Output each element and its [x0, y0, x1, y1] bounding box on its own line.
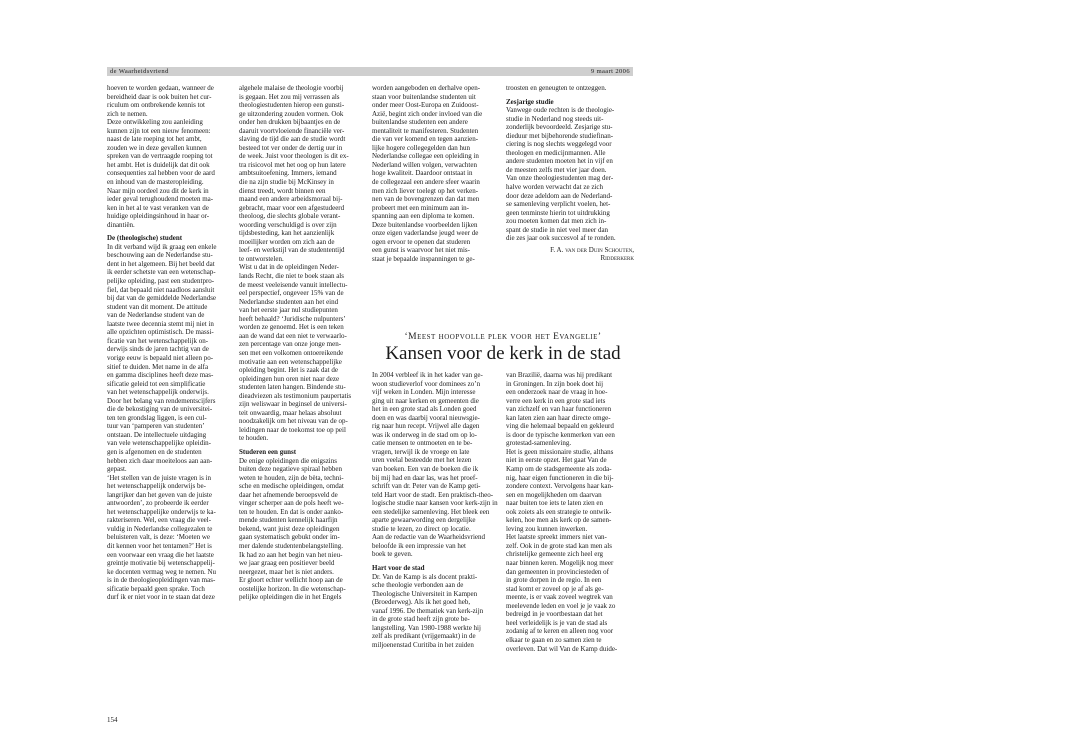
text-line: andere studenten moeten het in vijf en — [506, 157, 613, 166]
text-line: noodzakelijk om het niveau van de op- — [239, 417, 348, 426]
text-line: zonderlijk bevoordeeld. Zesjarige stu- — [506, 123, 613, 132]
text-line: neergezet, maar het is niet anders. — [239, 567, 334, 576]
text-line: een voorwaar een vraag die het laatste — [107, 550, 214, 559]
text-line: te ontworstelen. — [239, 254, 284, 263]
text-line: en inhoud van de masteropleiding. — [107, 178, 204, 187]
author-signature: F. A. van der Duin Schouten, — [550, 245, 634, 254]
text-line: van boeken. Een van de boeken die ik — [372, 465, 479, 474]
text-line: meente, is er vaak zoveel wegtrek van — [506, 593, 613, 602]
text-line: ‘Het stellen van de juiste vragen is in — [107, 473, 211, 482]
section-heading: Studeren een gunst — [239, 447, 297, 456]
text-line: aparte gewaarwording een dergelijke — [372, 516, 476, 525]
text-line: niet in eerste opzet. Het gaat Van de — [506, 456, 607, 465]
text-line: studie in Nederland nog steeds uit- — [506, 114, 604, 123]
text-line: dinantiën. — [107, 220, 135, 229]
text-line: nig, haar eigen functioneren in die bij- — [506, 473, 614, 482]
text-line: gen is afgenomen en de studenten — [107, 447, 202, 456]
text-line: opleiding begint. Het is zaak dat de — [239, 366, 338, 375]
text-line: ik eerder schetste van een wetenschap- — [107, 268, 216, 277]
text-line: ciering is nog slechts weggelegd voor — [506, 140, 612, 149]
text-line: catie mensen te ontmoeten en te be- — [372, 439, 473, 448]
text-line: dan gemeenten in provinciesteden of — [506, 567, 610, 576]
text-line: van zichzelf en van haar functioneren — [506, 405, 612, 414]
author-signature: Ridderkerk — [600, 254, 634, 263]
text-line: beschouwing aan de Nederlandse stu- — [107, 251, 213, 260]
text-line: langrijker dan het geven van de juiste — [107, 490, 212, 499]
text-line: Dr. Van de Kamp is als docent prakti- — [372, 572, 478, 581]
text-line: zich te nemen. — [107, 109, 148, 118]
text-line: ken in het al te vast veranken van de — [107, 203, 209, 212]
text-line: dent in het algemeen. Bij het beeld dat — [107, 259, 215, 268]
text-line: christelijke gemeente zich heel erg — [506, 550, 604, 559]
text-line: onze eigen vaderlandse jeugd weer de — [372, 229, 479, 238]
text-line: we jaar graag een positiever beeld — [239, 559, 335, 568]
column-5 — [372, 371, 500, 650]
text-line: student van dit moment. De attitude — [107, 302, 208, 311]
text-line: is in de theologieopleidingen van mas- — [107, 576, 216, 585]
text-line: die de bekostiging van de universitei- — [107, 405, 213, 414]
text-line: miljoenenstad Curitiba in het zuiden — [372, 640, 474, 649]
text-line: probeert met een minimum aan in- — [372, 203, 469, 212]
text-line: slaving de tijd die aan de studie wordt — [239, 135, 346, 144]
text-line: is door de typische kenmerken van een — [506, 430, 615, 439]
text-line: onder hen drukken bijbaantjes en de — [239, 118, 341, 127]
text-line: antwoorden’, zo probeerde ik eerder — [107, 499, 209, 508]
text-line: sen en mogelijkheden om daarvan — [506, 490, 602, 499]
text-line: in Groningen. In zijn boek doet hij — [506, 379, 604, 388]
text-line: zen percentage van onze jonge men- — [239, 340, 342, 349]
text-line: is gegaan. Het zou mij verrassen als — [239, 92, 340, 101]
text-line: alle opzichten optimistisch. De massi- — [107, 328, 214, 337]
text-line: die zes jaar ook succesvol af te ronden. — [506, 234, 616, 243]
text-line: leidingen naar de toekomst toe op peil — [239, 425, 346, 434]
text-line: mer dalende studentenbelangstelling. — [239, 541, 343, 550]
text-line: heel verleidelijk is je van de stad als — [506, 618, 608, 627]
text-line: ging uit naar kerken en gemeenten die — [372, 396, 479, 405]
text-line: consequenties zal hebben voor de aard — [107, 169, 215, 178]
text-line: staat je bepaalde inspanningen te ge- — [372, 254, 475, 263]
text-line: ten te houden. En dat is onder aanko- — [239, 507, 344, 516]
text-line: leef- en werkstijl van de studententijd — [239, 246, 345, 255]
text-line: een onderzoek naar de vraag in hoe- — [506, 388, 608, 397]
text-line: vinger scherper aan de pols heeft we- — [239, 499, 344, 508]
text-line: huidige opleidingsinhoud in haar or- — [107, 212, 210, 221]
text-line: vanaf 1996. De thematiek van kerk-zijn — [372, 606, 484, 615]
text-line: beluisteren valt, is deze: ‘Moeten we — [107, 533, 211, 542]
text-line: rakteriseren. Wel, een vraag die veel- — [107, 516, 212, 525]
text-line: en gamma disciplines heeft deze mas- — [107, 371, 214, 380]
text-line: Kamp om de stadsgemeente als zoda- — [506, 465, 612, 474]
text-line: zou moeten komen dat men zich in- — [506, 217, 607, 226]
text-line: tra risicovol met het oog op hun latere — [239, 160, 346, 169]
text-line: Het is geen missionaire studie, althans — [506, 447, 614, 456]
text-line: woording verschuldigd is over zijn — [239, 220, 337, 229]
text-line: Nederland willen volgen, verwachten — [372, 160, 477, 169]
text-line: heeft behaald? ‘Juridische nulpunters’ — [239, 314, 346, 323]
text-line: pelijke opleidingen die in het Engels — [239, 593, 342, 602]
text-line: schrift van dr. Peter van de Kamp geti- — [372, 482, 481, 491]
text-line: Door het belang van rendementscijfers — [107, 396, 216, 405]
text-line: aan de wand dat een niet te verwaarlo- — [239, 331, 347, 340]
text-line: beloofde ik een impressie van het — [372, 541, 466, 550]
text-line: naar buiten toe iets te laten zien en — [506, 499, 603, 508]
text-line: die na zijn studie bij McKinsey in — [239, 178, 334, 187]
text-line: geen tenminste hierin tot uitdrukking — [506, 208, 610, 217]
text-line: meelevende leden en voel je je vaak zo — [506, 601, 616, 610]
text-line: (Broederweg). Als ik het goed heb, — [372, 598, 471, 607]
text-line: ogen ervoor te openen dat studeren — [372, 237, 471, 246]
text-line: greintje motivatie bij wetenschappelij- — [107, 559, 215, 568]
text-line: zondere context. Vervolgens haar kan- — [506, 482, 614, 491]
text-line: gepast. — [107, 465, 127, 474]
section-heading: De (theologische) student — [107, 234, 183, 243]
text-line: Wist u dat in de opleidingen Neder- — [239, 263, 339, 272]
text-line: kelen, hoe men als kerk op de samen- — [506, 516, 612, 525]
text-line: teld Hart voor de stadt. Een praktisch-theo- — [372, 490, 494, 499]
text-line: dit kennen voor het tentamen?’ Het is — [107, 541, 212, 550]
text-line: bedreigd in je voortbestaan dat het — [506, 610, 603, 619]
text-line: buitenlandse studenten een andere — [372, 118, 468, 127]
text-line: ontstaan. De intellectuele uitdaging — [107, 430, 207, 439]
column-3 — [372, 84, 500, 263]
text-line: ge uitzondering zouden vormen. Ook — [239, 109, 344, 118]
publication-name: de Waarheidsvriend — [110, 68, 169, 75]
text-line: logische studie naar kansen voor kerk-zijn in — [372, 499, 498, 508]
section-heading: Hart voor de stad — [372, 564, 425, 573]
text-line: sche theologie verbonden aan de — [372, 581, 464, 590]
text-line: spreken van de vertraagde roeping tot — [107, 152, 213, 161]
text-line: Het laatste spreekt immers niet van- — [506, 533, 607, 542]
text-line: leving zou kunnen inwerken. — [506, 524, 588, 533]
text-line: dienst treedt, wordt binnen een — [239, 186, 326, 195]
column-1 — [107, 84, 233, 602]
text-line: Azië, begint zich onder invloed van die — [372, 109, 483, 118]
text-line: nen van de bovengrenzen dan dat men — [372, 195, 480, 204]
text-line: naar binnen keren. Mogelijk nog meer — [506, 559, 614, 568]
article-headline: Kansen voor de kerk in de stad — [385, 343, 621, 364]
text-line: lands Recht, die niet te boek staan als — [239, 272, 344, 281]
text-line: het wetenschappelijk onderwijs be- — [107, 482, 206, 491]
text-line: theoloog, die slechts globale verant- — [239, 212, 341, 221]
text-line: een gunst is waarvoor het niet mis- — [372, 246, 470, 255]
text-line: die van ver komend en tegen aanzien- — [372, 135, 479, 144]
text-line: oostelijke horizon. In die wetenschap- — [239, 584, 346, 593]
text-line: was ik onderweg in de stad om op lo- — [372, 430, 477, 439]
text-line: Nederlandse studenten aan het eind — [239, 297, 339, 306]
running-header — [107, 67, 633, 76]
text-line: kan laten zien aan haar directe omge- — [506, 413, 611, 422]
text-line: rig naar hun recept. Vrijwel alle dagen — [372, 422, 480, 431]
text-line: worden ze genoemd. Het is een teken — [239, 323, 344, 332]
text-line: besteed tot ver onder de dertig uur in — [239, 143, 343, 152]
article-kicker: ‘Meest hoopvolle plek voor het Evangelie’ — [404, 332, 602, 342]
text-line: opleidingen hun oren niet naar deze — [239, 374, 340, 383]
text-line: naast de late roeping tot het ambt, — [107, 135, 202, 144]
text-line: de meest veeleisende vanuit intellectu- — [239, 280, 348, 289]
text-line: motivatie aan een wetenschappelijke — [239, 357, 342, 366]
text-line: eel perspectief, ongeveer 15% van de — [239, 289, 344, 298]
text-line: theologen en medicijnmannen. Alle — [506, 148, 606, 157]
text-line: teit onwaardig, maar helaas absoluut — [239, 408, 342, 417]
text-line: door deze adeldom aan de Nederland- — [506, 191, 613, 200]
text-line: Deze ontwikkeling zou aanleiding — [107, 118, 203, 127]
text-line: te houden. — [239, 434, 269, 443]
text-line: hebben zich daar moeiteloos aan aan- — [107, 456, 213, 465]
text-line: studie te lezen, zo direct op locatie. — [372, 524, 471, 533]
text-line: verre een kerk in een grote stad iets — [506, 396, 606, 405]
text-line: pelijke opleiding, past een studentpro- — [107, 277, 215, 286]
text-line: In dit verband wijd ik graag een enkele — [107, 242, 217, 251]
text-line: derwijs sinds de jaren tachtig van de — [107, 345, 209, 354]
text-line: bereidheid daar is ook buiten het cur- — [107, 92, 212, 101]
text-line: mentaliteit te manifesteren. Studenten — [372, 126, 479, 135]
text-line: Aan de redactie van de Waarheidsvriend — [372, 533, 486, 542]
text-line: dieduur met bijbehorende studiefinan- — [506, 131, 614, 140]
text-line: worden aangeboden en derhalve open- — [372, 84, 481, 92]
text-line: vijf weken in Londen. Mijn interesse — [372, 388, 476, 397]
text-line: lijke hogere collegegelden dan hun — [372, 143, 470, 152]
text-line: laatste twee decennia stemt mij niet in — [107, 319, 214, 328]
text-line: Er gloort echter wellicht hoop aan de — [239, 576, 343, 585]
text-line: daaruit voortvloeiende financiële ver- — [239, 126, 345, 135]
text-line: ke docenten vermag weg te nemen. Nu — [107, 567, 217, 576]
text-line: overleven. Dat wil Van de Kamp duide- — [506, 644, 618, 653]
column-2 — [239, 84, 367, 602]
text-line: het in een grote stad als Londen goed — [372, 405, 477, 414]
text-line: spanning aan een diploma te komen. — [372, 212, 475, 221]
text-line: in de grote stad heeft zijn grote be- — [372, 615, 470, 624]
text-line: bekend, want juist deze opleidingen — [239, 524, 340, 533]
text-line: woon studieverlof voor dominees zo’n — [372, 379, 481, 388]
text-line: sche en medische opleidingen, omdat — [239, 482, 344, 491]
text-line: gaan systematisch gebukt onder im- — [239, 533, 340, 542]
text-line: zodanig af te keren en alleen nog voor — [506, 627, 614, 636]
text-line: zelf als predikant (vrijgemaakt) in de — [372, 632, 476, 641]
text-line: het ambt. Het is duidelijk dat dit ook — [107, 160, 210, 169]
text-line: gebracht, maar voor een afgestudeerd — [239, 203, 345, 212]
text-line: stad komt er zoveel op je af als ge- — [506, 584, 604, 593]
text-line: Ik had zo aan het begin van het nieu- — [239, 550, 343, 559]
text-line: Van onze theologiestudenten mag der- — [506, 174, 614, 183]
text-line: hoge kwaliteit. Daardoor ontstaat in — [372, 169, 473, 178]
text-line: sificatie geleid tot een simplificatie — [107, 379, 206, 388]
text-line: in grote dorpen in de regio. In een — [506, 576, 602, 585]
text-line: troosten en geneugten te ontzeggen. — [506, 84, 607, 92]
text-line: de collegezaal een andere sfeer waarin — [372, 178, 480, 187]
text-line: Nederlandse collegae een opleiding in — [372, 152, 479, 161]
text-line: daar het afnemende beroepsveld de — [239, 490, 338, 499]
text-line: mende studenten kennelijk haarfijn — [239, 516, 338, 525]
text-line: weten te houden, zijn de bèta, techni- — [239, 473, 344, 482]
text-line: halve worden verwacht dat ze zich — [506, 183, 603, 192]
text-line: theologiestudenten hierop een gunsti- — [239, 101, 345, 110]
text-line: buiten deze negatieve spiraal hebben — [239, 465, 343, 474]
text-line: bij dat van de gemiddelde Nederlandse — [107, 294, 217, 303]
text-line: dieadviezen als testimonium paupertatis — [239, 391, 352, 400]
text-line: sificatie bepaald geen sprake. Toch — [107, 584, 205, 593]
text-line: tuur van ‘pamperen van studenten’ — [107, 422, 205, 431]
text-line: boek te geven. — [372, 550, 413, 559]
text-line: kunnen zijn tot een nieuw fenomeen: — [107, 126, 211, 135]
text-line: De enige opleidingen die enigszins — [239, 456, 337, 465]
text-line: uren veelal besteedde met het lezen — [372, 456, 472, 465]
text-line: ambtsuitoefening. Immers, iemand — [239, 169, 337, 178]
text-line: onder meer Oost-Europa en Zuidoost- — [372, 101, 479, 110]
text-line: grotestad-samenleving. — [506, 439, 572, 448]
text-line: Deze buitenlandse voorbeelden lijken — [372, 220, 478, 229]
text-line: ving die helemaal bepaald en gekleurd — [506, 422, 614, 431]
text-line: se samenleving verplicht voelen, het- — [506, 200, 611, 209]
text-line: ficatie van het wetenschappelijk on- — [107, 336, 209, 345]
text-line: ook zoiets als een strategie te ontwik- — [506, 507, 612, 516]
text-line: van het wetenschappelijk onderwijs. — [107, 388, 209, 397]
column-6 — [506, 371, 634, 653]
text-line: van vele wetenschappelijke opleidin- — [107, 439, 211, 448]
issue-date: 9 maart 2006 — [590, 68, 630, 75]
text-line: doen en was daarbij vooral nieuwsgie- — [372, 413, 480, 422]
text-line: In 2004 verbleef ik in het kader van ge- — [372, 371, 483, 379]
text-line: tijdsbesteding, kan het aanzienlijk — [239, 229, 335, 238]
section-heading: Zesjarige studie — [506, 97, 554, 106]
text-line: van het eerste jaar nul studiepunten — [239, 306, 338, 315]
text-line: elkaar te gaan en zo samen zien te — [506, 635, 602, 644]
text-line: ieder geval terughoudend moeten ma- — [107, 195, 214, 204]
text-line: vuldig in Nederlandse collegezalen te — [107, 524, 213, 533]
text-line: fiel, dat bepaald niet naadloos aansluit — [107, 285, 215, 294]
text-line: langstelling. Van 1980-1988 werkte hij — [372, 623, 481, 632]
text-line: Theologische Universiteit in Kampen — [372, 589, 478, 598]
text-line: maand een andere arbeidsmoraal bij- — [239, 195, 343, 204]
text-line: het wetenschappelijke onderwijs te ka- — [107, 507, 216, 516]
column-4 — [506, 84, 634, 263]
text-line: van Brazilië, daarna was hij predikant — [506, 371, 613, 379]
text-line: spant de studie in niet veel meer dan — [506, 225, 609, 234]
text-line: een stedelijke samenleving. Het bleek een — [372, 507, 490, 516]
text-line: durf ik er niet voor in te staan dat deze — [107, 593, 215, 602]
text-line: Vanwege oude rechten is de theologie- — [506, 106, 615, 115]
text-line: sitief te duiden. Met name in de alfa — [107, 362, 209, 371]
text-line: Naar mijn oordeel zou dit de kerk in — [107, 186, 209, 195]
text-line: hoeven te worden gedaan, wanneer de — [107, 84, 214, 92]
text-line: studenten laten hangen. Bindende stu- — [239, 383, 346, 392]
text-line: riculum om ontbrekende kennis tot — [107, 101, 205, 110]
text-line: moeilijker worden om zich aan de — [239, 237, 335, 246]
text-line: ten ten grondslag liggen, is een cul- — [107, 413, 207, 422]
text-line: zouden we in deze gevallen kunnen — [107, 143, 207, 152]
text-line: algehele malaise de theologie voorbij — [239, 84, 344, 92]
text-line: staan voor buitenlandse studenten uit — [372, 92, 476, 101]
text-line: de meesten zelfs met vier jaar doen. — [506, 165, 607, 174]
text-line: vragen, terwijl ik de vroege en late — [372, 447, 470, 456]
text-line: sen met een volkomen ontoereikende — [239, 348, 344, 357]
text-line: bij mij had en daar las, was het proef- — [372, 473, 478, 482]
text-line: van de Nederlandse student van de — [107, 311, 205, 320]
text-line: men zich liever toelegt op het verken- — [372, 186, 479, 195]
text-line: zelf. Ook in de grote stad kan men als — [506, 541, 612, 550]
text-line: zijn weliswaar in beginsel de universi- — [239, 400, 347, 409]
text-line: vorige eeuw is bepaald niet alleen po- — [107, 353, 214, 362]
text-line: de week. Juist voor theologen is dit ex- — [239, 152, 349, 161]
page-number: 154 — [107, 716, 118, 724]
